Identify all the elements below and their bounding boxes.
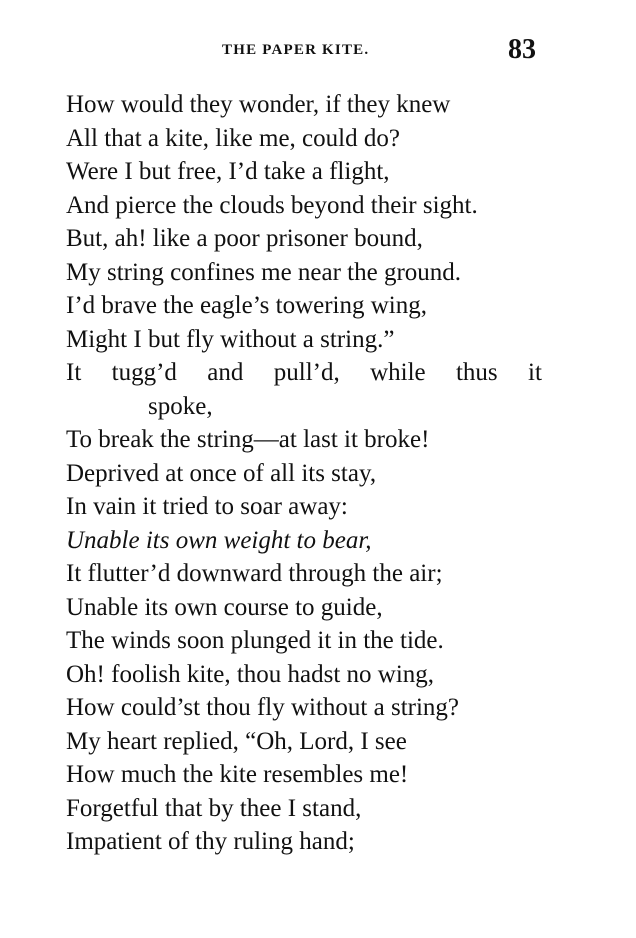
poem-line: Deprived at once of all its stay,	[66, 459, 377, 487]
poem-line: But, ah! like a poor prisoner bound,	[66, 225, 423, 252]
poem-line: I’d brave the eagle’s towering wing,	[66, 292, 427, 319]
poem-line: Were I but free, I’d take a flight,	[66, 158, 390, 185]
poem-line: Unable its own weight to bear,	[66, 526, 372, 554]
poem-line: Forgetful that by thee I stand,	[66, 794, 362, 822]
poem-line: Oh! foolish kite, thou hadst no wing,	[66, 660, 435, 688]
poem-line: It flutter’d downward through the air;	[66, 560, 443, 587]
poem-line: How much the kite resembles me!	[66, 761, 409, 788]
poem-word: while	[370, 359, 426, 386]
poem-line: My heart replied, “Oh, Lord, I see	[66, 727, 407, 755]
poem-word: tugg’d	[111, 359, 177, 386]
poem-line-justified	[66, 356, 542, 390]
poem-word: thus	[455, 359, 498, 386]
poem-line: To break the string—at last it broke!	[66, 426, 430, 453]
poem-line: Might I but fly without a string.”	[66, 325, 395, 353]
poem-word: it	[528, 359, 542, 386]
running-head	[0, 34, 636, 70]
poem-line: And pierce the clouds beyond their sight.	[66, 191, 478, 219]
running-head-title: THE PAPER KITE.	[222, 42, 370, 58]
poem-line-continuation: spoke,	[148, 392, 213, 420]
poem-line: In vain it tried to soar away:	[66, 493, 348, 520]
poem-line: Impatient of thy ruling hand;	[66, 828, 355, 855]
page-number: 83	[508, 34, 536, 65]
poem-word: It	[66, 359, 82, 386]
poem-word: and	[207, 359, 244, 386]
poem-line: My string confines me near the ground.	[66, 258, 462, 286]
poem-line: The winds soon plunged it in the tide.	[66, 627, 444, 654]
poem-line: All that a kite, like me, could do?	[66, 124, 400, 152]
poem-body	[66, 88, 546, 859]
poem-line: How would they wonder, if they knew	[66, 91, 451, 118]
poem-line: Unable its own course to guide,	[66, 593, 383, 621]
poem-line: How could’st thou fly without a string?	[66, 694, 460, 721]
poem-word: pull’d,	[273, 359, 340, 386]
